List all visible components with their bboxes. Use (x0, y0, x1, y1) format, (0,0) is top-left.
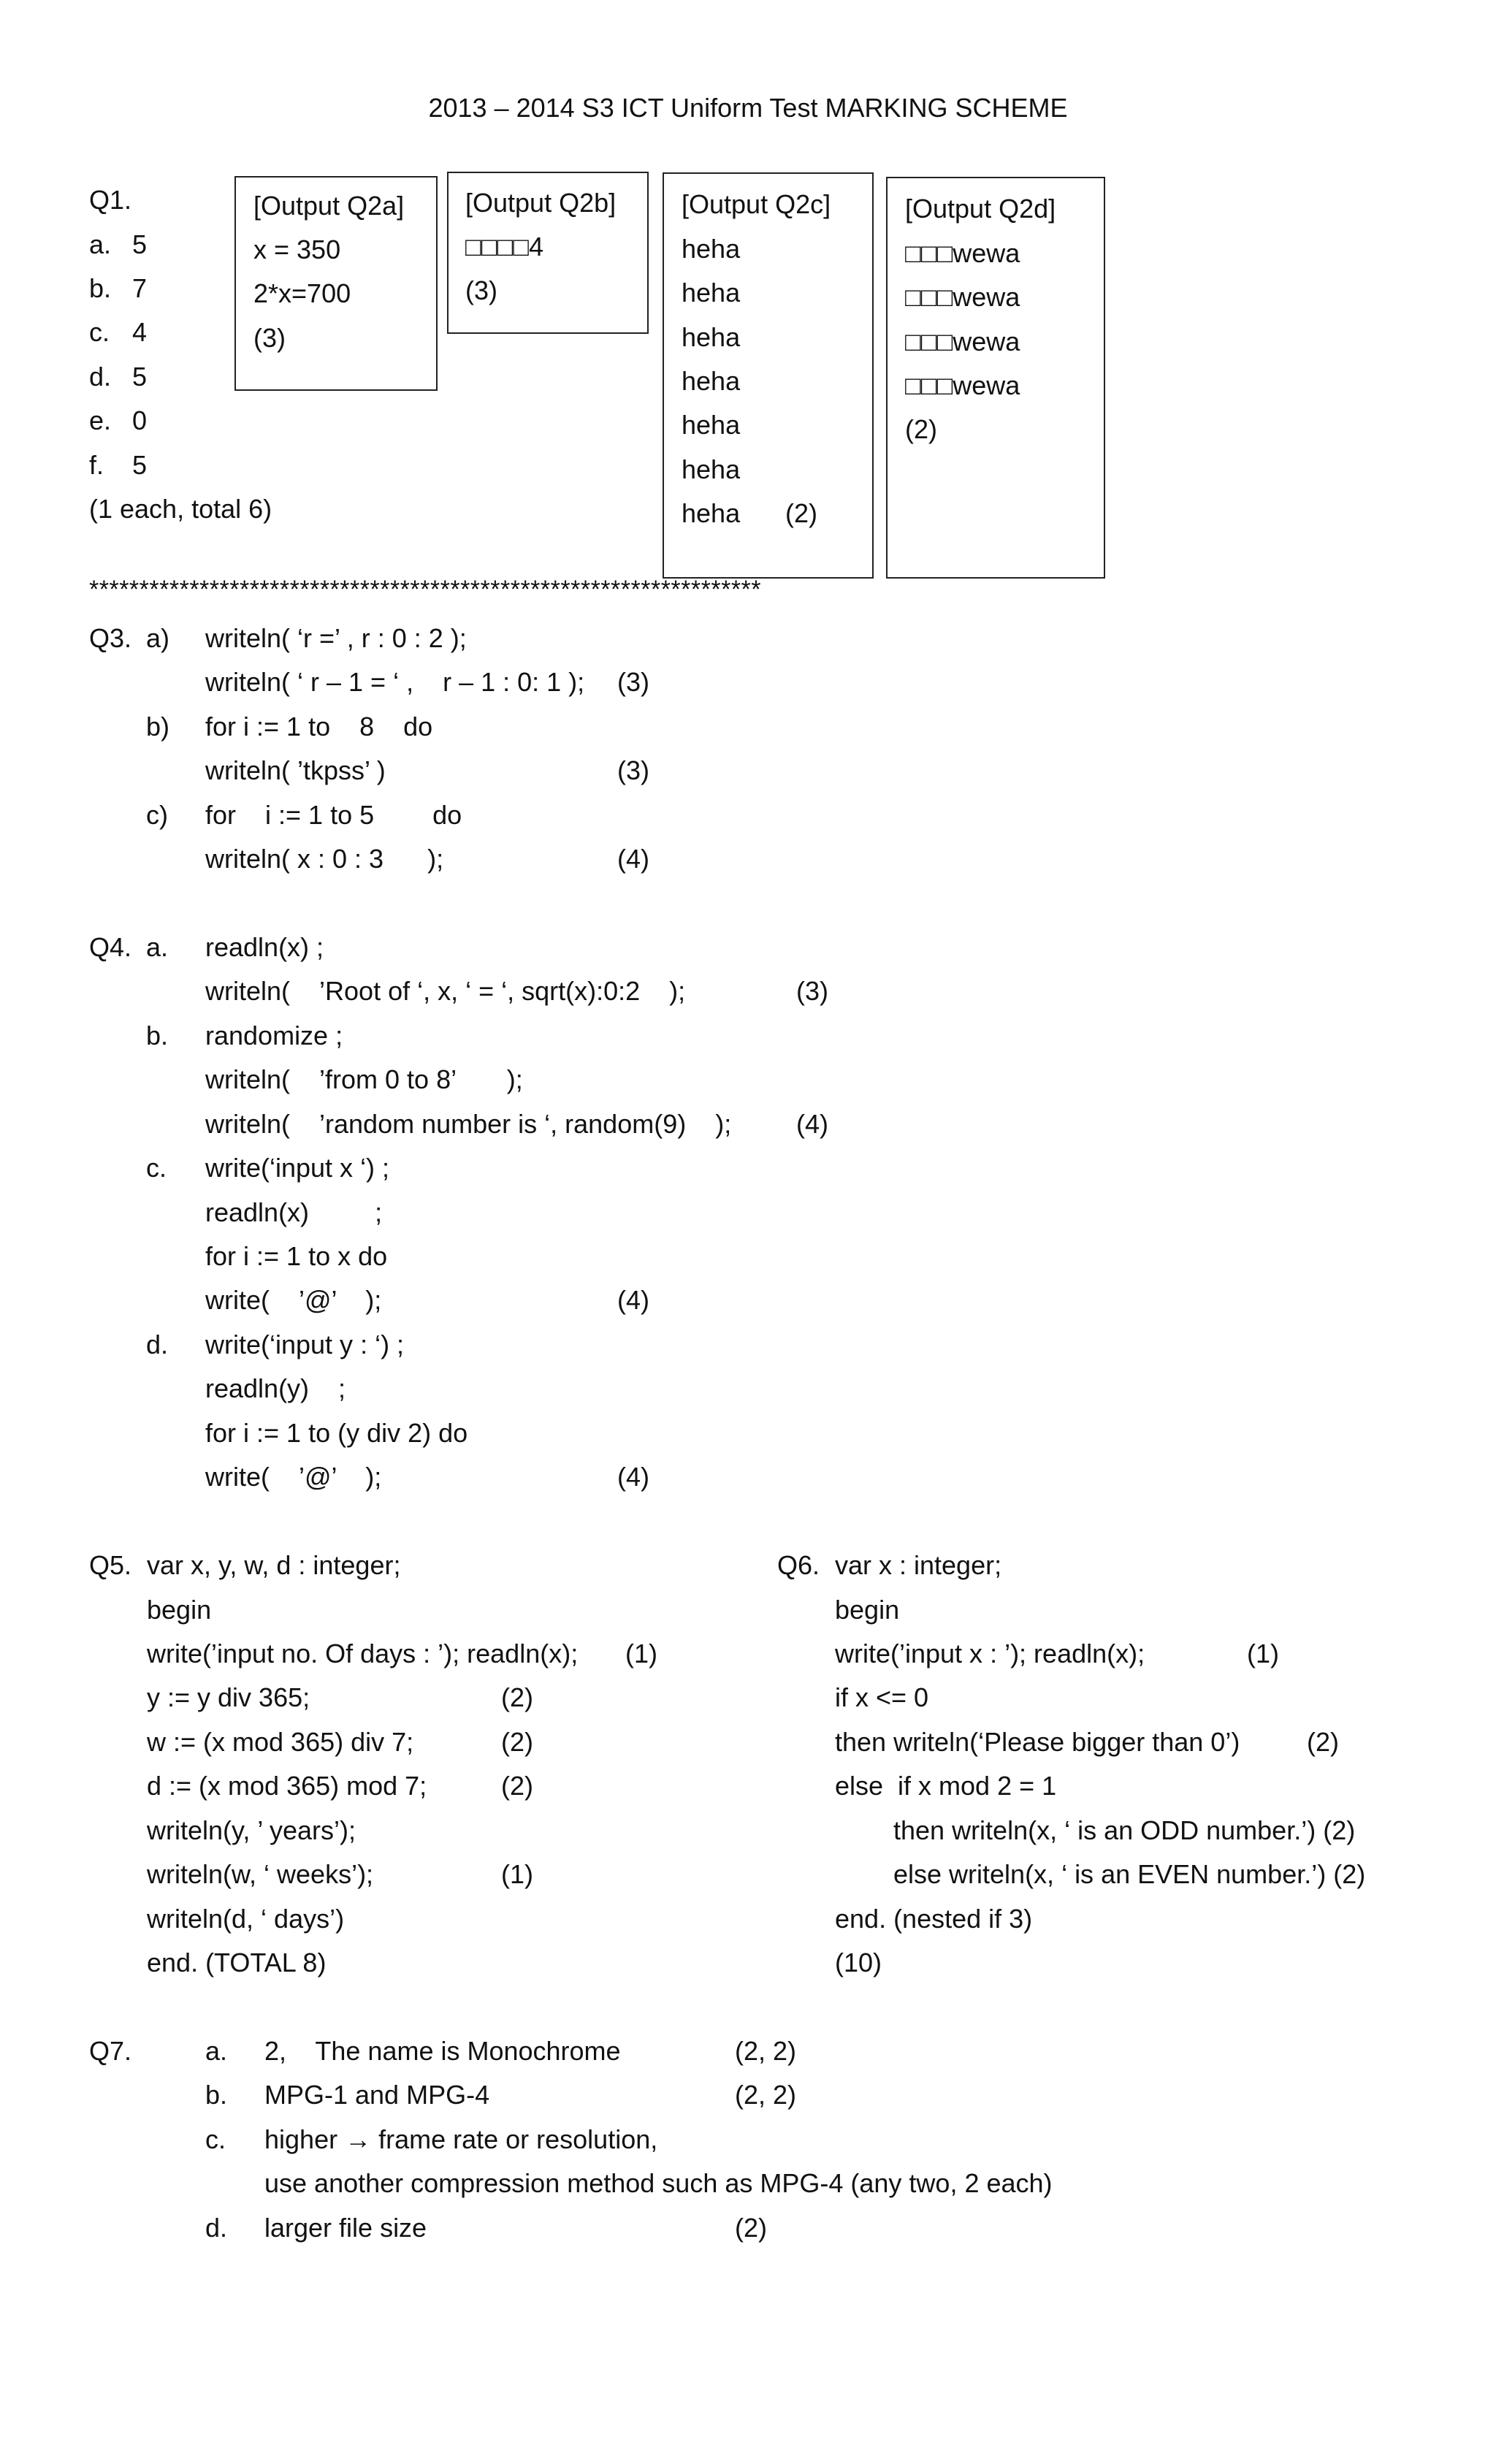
q2a-header: [Output Q2a] (253, 191, 405, 221)
q5-code-line: writeln(w, ‘ weeks’); (147, 1859, 374, 1889)
q3-code-line: for i := 1 to 8 do (205, 712, 433, 741)
q1-item-letter: e. (89, 405, 112, 435)
q4-part-letter: c. (146, 1153, 167, 1183)
q5-code-line: var x, y, w, d : integer; (147, 1550, 401, 1580)
q5-code-line: writeln(d, ‘ days’) (147, 1904, 345, 1934)
q2c-header: [Output Q2c] (682, 189, 831, 219)
q1-note: (1 each, total 6) (89, 494, 272, 524)
q2d-line: □□□wewa (905, 327, 1020, 356)
q2c-line: heha (682, 366, 741, 396)
q1-item-letter: f. (89, 450, 104, 480)
q3-label: Q3. (89, 623, 132, 653)
q7-part-letter: b. (205, 2080, 228, 2110)
q7-answer: MPG-1 and MPG-4 (264, 2080, 490, 2110)
q7-part-letter: d. (205, 2213, 228, 2243)
page-title: 2013 – 2014 S3 ICT Uniform Test MARKING SCHEME (428, 93, 1068, 123)
q1-item-value: 5 (132, 229, 148, 259)
q3-code-line: writeln( x : 0 : 3 ); (205, 844, 444, 874)
q4-code-line: randomize ; (205, 1021, 343, 1050)
separator-line: ******************************************************************* (89, 576, 762, 603)
q3-mark: (3) (617, 667, 649, 697)
q2d-line: □□□wewa (905, 282, 1020, 312)
q5-code-line: y := y div 365; (147, 1682, 310, 1712)
q5-mark: (2) (501, 1727, 533, 1757)
q3-code-line: writeln( ’tkpss’ ) (205, 755, 386, 785)
q3-part-letter: b) (146, 712, 170, 741)
q7-answer: 2, The name is Monochrome (264, 2036, 621, 2066)
q5-code-line: write(’input no. Of days : ’); readln(x); (147, 1639, 579, 1668)
q4-code-line: writeln( ’Root of ‘, x, ‘ = ‘, sqrt(x):0:2 ); (205, 976, 686, 1006)
q5-code-line: w := (x mod 365) div 7; (147, 1727, 414, 1757)
q1-item-letter: c. (89, 317, 110, 347)
q7-answer: larger file size (264, 2213, 427, 2243)
q6-code-line: else writeln(x, ‘ is an EVEN number.’) (2) (893, 1859, 1366, 1889)
right-arrow-icon: → (345, 2124, 372, 2154)
q2b-line: □□□□4 (465, 232, 543, 262)
q4-code-line: write(‘input y : ‘) ; (205, 1330, 405, 1359)
q1-item-value: 0 (132, 405, 148, 435)
q6-code-line: then writeln(‘Please bigger than 0’) (835, 1727, 1240, 1757)
q5-code-line: begin (147, 1595, 212, 1625)
q6-mark: (1) (1247, 1639, 1279, 1668)
q2d-header: [Output Q2d] (905, 194, 1056, 224)
q2c-mark: (2) (785, 498, 817, 528)
q2d-line: □□□wewa (905, 238, 1020, 268)
q1-item-letter: d. (89, 362, 112, 392)
q7-label: Q7. (89, 2036, 132, 2066)
q6-code-line: else if x mod 2 = 1 (835, 1771, 1057, 1801)
q2c-line: heha (682, 498, 741, 528)
q5-mark: (2) (501, 1682, 533, 1712)
q1-item-value: 5 (132, 362, 148, 392)
q4-code-line: for i := 1 to x do (205, 1241, 388, 1271)
q4-code-line: readln(x) ; (205, 1197, 383, 1227)
q1-item-value: 7 (132, 273, 148, 303)
q5-mark: (1) (625, 1639, 657, 1668)
q4-mark: (4) (796, 1109, 828, 1139)
q6-code-line: write(’input x : ’); readln(x); (835, 1639, 1145, 1668)
q7-answer-text: frame rate or resolution, (371, 2124, 658, 2154)
q6-mark: (2) (1307, 1727, 1339, 1757)
q4-code-line: write(‘input x ‘) ; (205, 1153, 390, 1183)
q3-code-line: writeln( ‘ r – 1 = ‘ , r – 1 : 0: 1 ); (205, 667, 585, 697)
q7-answer (264, 2124, 657, 2156)
q7-part-letter: c. (205, 2124, 226, 2154)
q6-code-line: var x : integer; (835, 1550, 1002, 1580)
q5-code-line: d := (x mod 365) mod 7; (147, 1771, 427, 1801)
q4-code-line: readln(x) ; (205, 932, 324, 962)
q2c-line: heha (682, 234, 741, 264)
q7-mark: (2, 2) (735, 2080, 797, 2110)
q6-code-line: begin (835, 1595, 900, 1625)
q7-part-letter: a. (205, 2036, 228, 2066)
q3-code-line: writeln( ‘r =’ , r : 0 : 2 ); (205, 623, 467, 653)
q5-mark: (1) (501, 1859, 533, 1889)
q2a-line: x = 350 (253, 234, 341, 264)
q4-label: Q4. (89, 932, 132, 962)
q3-mark: (4) (617, 844, 649, 874)
q6-code-line: if x <= 0 (835, 1682, 929, 1712)
q6-code-line: (10) (835, 1948, 882, 1977)
q4-code-line: writeln( ’from 0 to 8’ ); (205, 1064, 523, 1094)
q7-answer-text: higher (264, 2124, 346, 2154)
q5-code-line: writeln(y, ’ years’); (147, 1815, 356, 1845)
q2b-header: [Output Q2b] (465, 188, 617, 218)
q4-mark: (3) (796, 976, 828, 1006)
q7-mark: (2) (735, 2213, 767, 2243)
q3-part-letter: a) (146, 623, 170, 653)
q5-code-line: end. (TOTAL 8) (147, 1948, 327, 1977)
q7-mark: (2, 2) (735, 2036, 797, 2066)
q4-mark: (4) (617, 1285, 649, 1315)
q4-code-line: readln(y) ; (205, 1373, 346, 1403)
q1-label: Q1. (89, 185, 132, 215)
q4-code-line: write( ’@’ ); (205, 1285, 382, 1315)
q4-part-letter: d. (146, 1330, 169, 1359)
q2c-line: heha (682, 410, 741, 440)
q1-item-letter: b. (89, 273, 112, 303)
q2c-line: heha (682, 322, 741, 352)
q4-code-line: write( ’@’ ); (205, 1462, 382, 1492)
q2d-line: (2) (905, 414, 937, 444)
q1-item-letter: a. (89, 229, 112, 259)
q4-code-line: for i := 1 to (y div 2) do (205, 1418, 468, 1448)
q2a-line: 2*x=700 (253, 278, 351, 308)
q2d-line: □□□wewa (905, 370, 1020, 400)
q1-item-value: 4 (132, 317, 148, 347)
q7-answer: use another compression method such as MPG-4 (any two, 2 each) (264, 2168, 1053, 2198)
q4-mark: (4) (617, 1462, 649, 1492)
q2c-line: heha (682, 278, 741, 308)
q4-code-line: writeln( ’random number is ‘, random(9) ); (205, 1109, 732, 1139)
q3-part-letter: c) (146, 800, 168, 830)
q6-label: Q6. (777, 1550, 820, 1580)
q5-mark: (2) (501, 1771, 533, 1801)
q6-code-line: then writeln(x, ‘ is an ODD number.’) (2) (893, 1815, 1356, 1845)
q6-code-line: end. (nested if 3) (835, 1904, 1033, 1934)
q2b-line: (3) (465, 275, 497, 305)
q3-mark: (3) (617, 755, 649, 785)
q5-label: Q5. (89, 1550, 132, 1580)
q3-code-line: for i := 1 to 5 do (205, 800, 462, 830)
q2c-line: heha (682, 454, 741, 484)
q4-part-letter: a. (146, 932, 169, 962)
q2a-line: (3) (253, 323, 286, 353)
q4-part-letter: b. (146, 1021, 169, 1050)
q1-item-value: 5 (132, 450, 148, 480)
